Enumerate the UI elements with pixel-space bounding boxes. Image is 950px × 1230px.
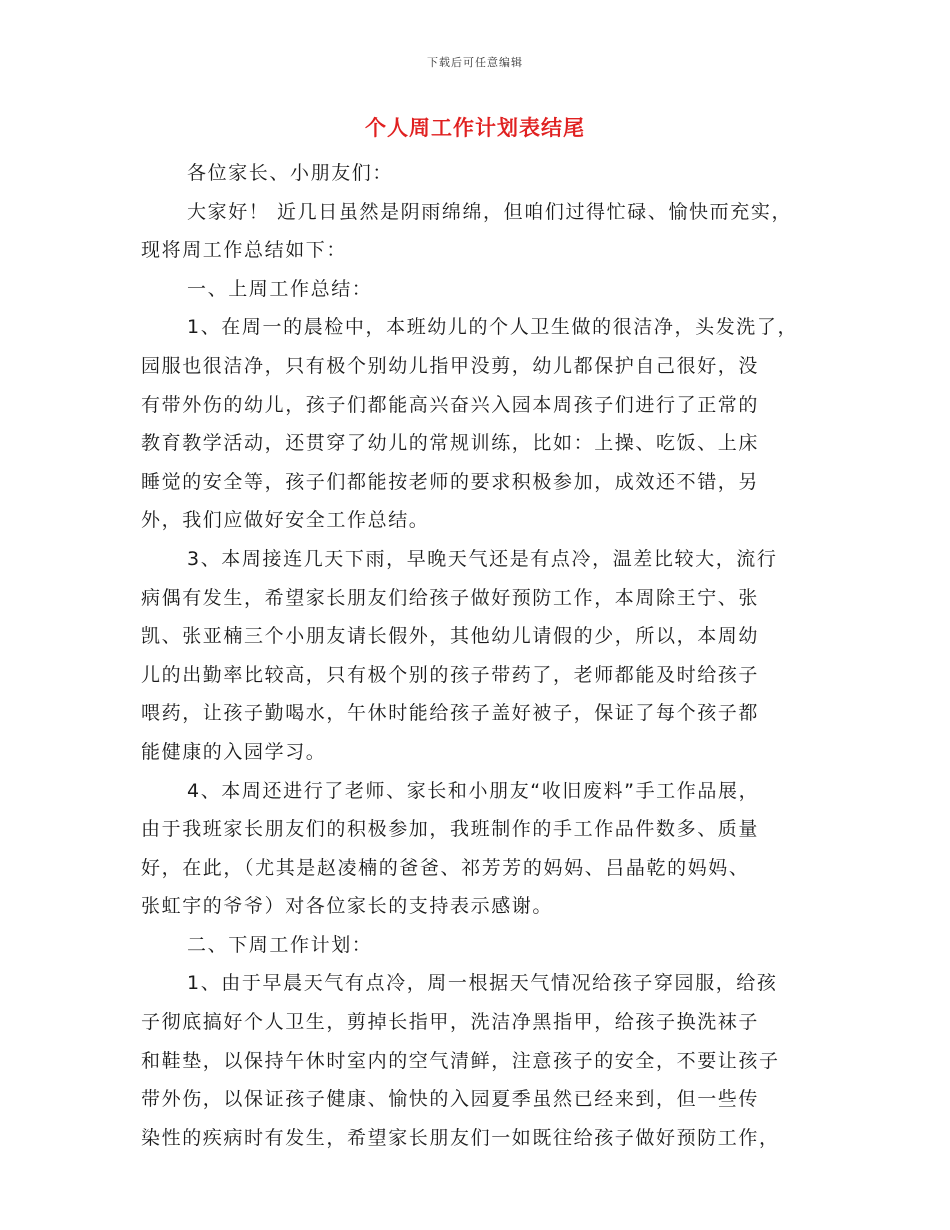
text-line: 由于我班家长朋友们的积极参加，我班制作的手工作品件数多、质量 [141,818,760,841]
text-line: 能健康的入园学习。 [141,740,327,763]
text-line: 带外伤，以保证孩子健康、愉快的入园夏季虽然已经来到，但一些传 [141,1088,760,1111]
text-line: 病偶有发生，希望家长朋友们给孩子做好预防工作，本周除王宁、张 [141,586,760,609]
text-line: 凯、张亚楠三个小朋友请长假外，其他幼儿请假的少，所以，本周幼 [141,625,760,648]
text-line: 染性的疾病时有发生，希望家长朋友们一如既往给孩子做好预防工作， [141,1126,780,1149]
text-line: 喂药，让孩子勤喝水，午休时能给孩子盖好被子，保证了每个孩子都 [141,702,760,725]
text-line: 儿的出勤率比较高，只有极个别的孩子带药了，老师都能及时给孩子 [141,663,760,686]
text-line: 大家好！ 近几日虽然是阴雨绵绵，但咱们过得忙碌、愉快而充实， [187,200,793,223]
text-line: 有带外伤的幼儿，孩子们都能高兴奋兴入园本周孩子们进行了正常的 [141,393,760,416]
text-line: 睡觉的安全等，孩子们都能按老师的要求积极参加，成效还不错，另 [141,470,760,493]
document-body [141,154,821,1157]
text-line: 3、本周接连几天下雨，早晚天气还是有点冷，温差比较大，流行 [187,547,778,570]
text-line: 1、在周一的晨检中，本班幼儿的个人卫生做的很洁净，头发洗了， [187,316,799,339]
header-note: 下载后可任意编辑 [427,56,523,69]
text-line: 张虹宇的爷爷）对各位家长的支持表示感谢。 [141,895,554,918]
text-line: 子彻底搞好个人卫生，剪掉长指甲，洗洁净黑指甲，给孩子换洗袜子 [141,1011,760,1034]
text-line: 一、上周工作总结： [187,277,373,300]
text-line: 现将周工作总结如下： [141,239,348,262]
text-line: 二、下周工作计划： [187,933,373,956]
text-line: 1、由于早晨天气有点冷，周一根据天气情况给孩子穿园服，给孩 [187,972,778,995]
text-line: 园服也很洁净，只有极个别幼儿指甲没剪，幼儿都保护自己很好，没 [141,354,760,377]
document-title: 个人周工作计划表结尾 [365,116,585,140]
text-line: 外，我们应做好安全工作总结。 [141,509,430,532]
text-line: 和鞋垫，以保持午休时室内的空气清鲜，注意孩子的安全，不要让孩子 [141,1049,780,1072]
text-line: 4、本周还进行了老师、家长和小朋友“收旧废料”手工作品展， [187,779,760,802]
text-line: 好，在此，（尤其是赵凌楠的爸爸、祁芳芳的妈妈、吕晶乾的妈妈、 [141,856,750,879]
text-line: 教育教学活动，还贯穿了幼儿的常规训练，比如：上操、吃饭、上床 [141,432,760,455]
text-line: 各位家长、小朋友们： [187,162,394,184]
